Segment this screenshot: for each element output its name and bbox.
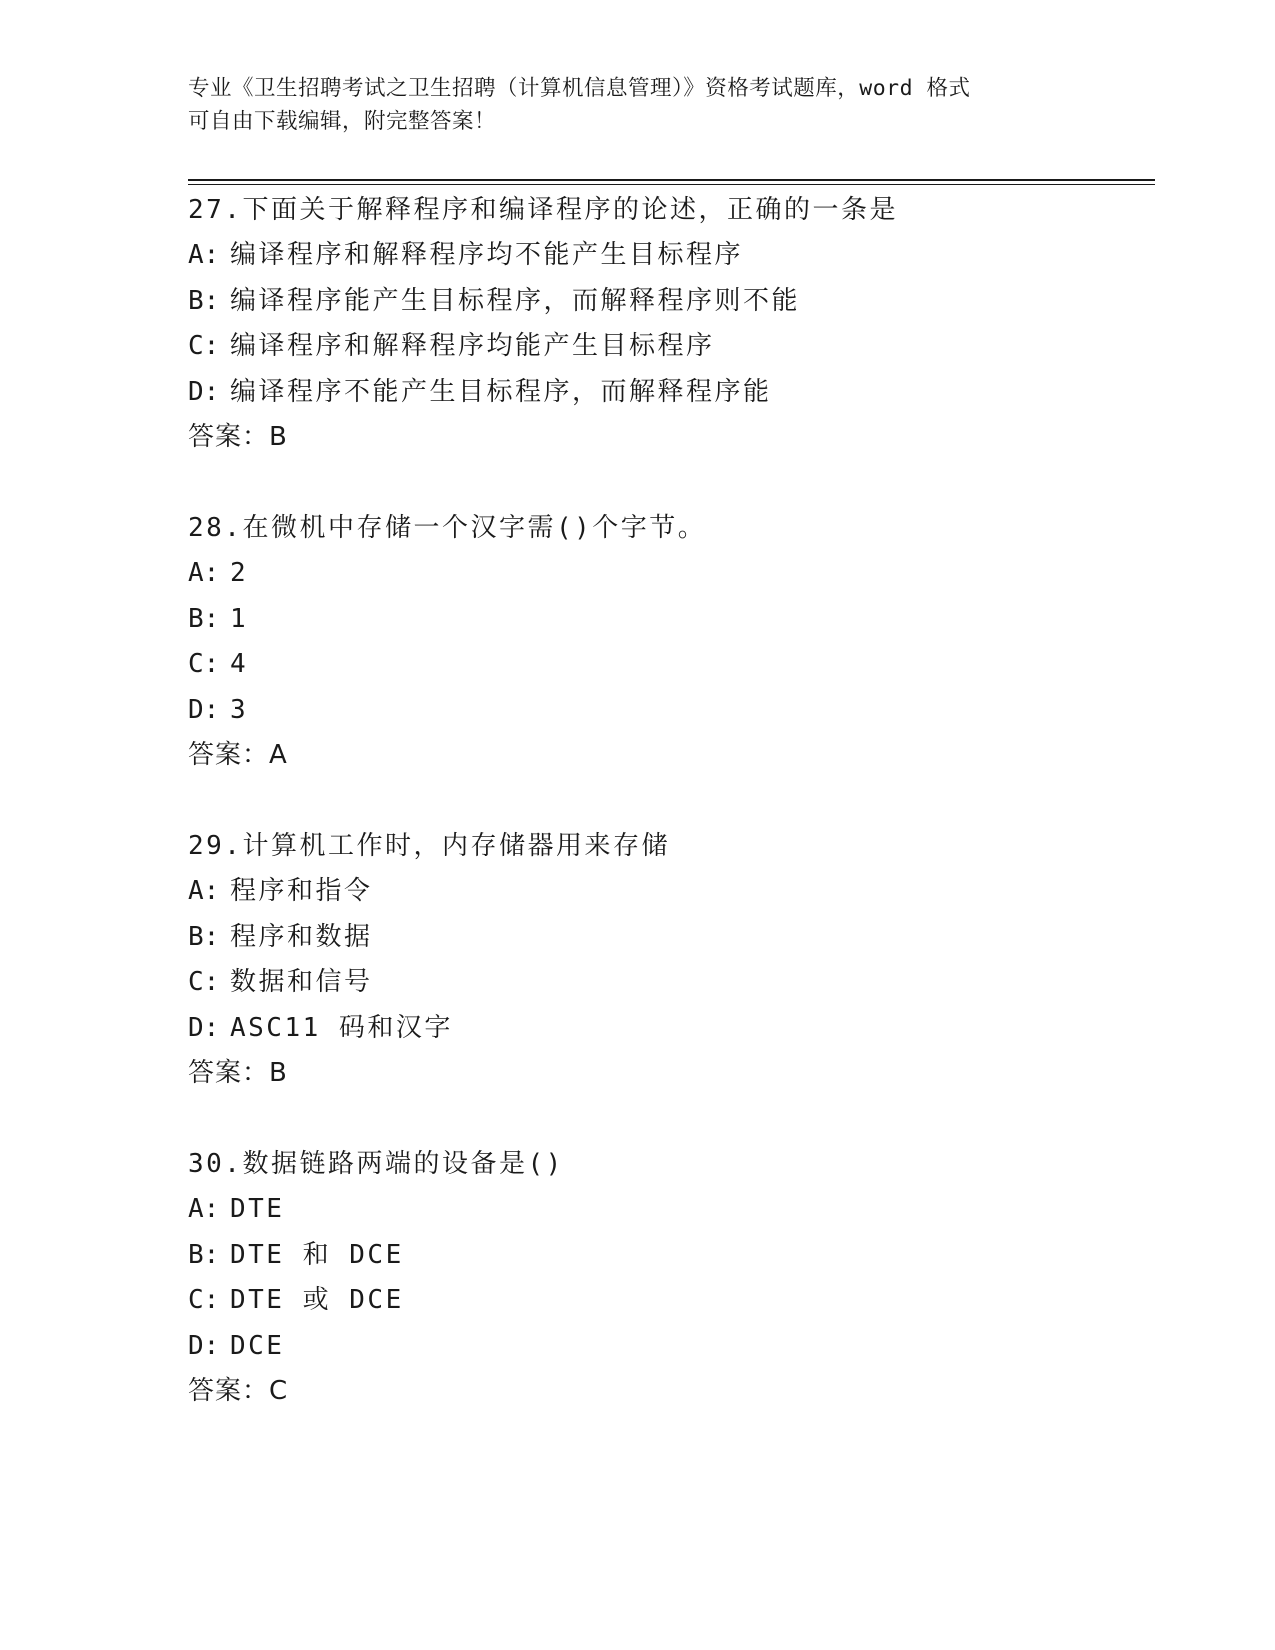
option-text: 编译程序能产生目标程序，而解释程序则不能: [230, 285, 801, 316]
option-text: 编译程序和解释程序均不能产生目标程序: [230, 240, 744, 270]
option-text: DTE 和 DCE: [230, 1239, 404, 1270]
option-d: [188, 1324, 1155, 1370]
option-text: 编译程序不能产生目标程序，而解释程序能: [230, 376, 772, 407]
option-a: [188, 1187, 1155, 1233]
option-text: ASC11 码和汉字: [230, 1012, 453, 1043]
option-d: [188, 370, 1155, 416]
header-line-2: 可自由下载编辑，附完整答案！: [188, 109, 497, 134]
question-29: [188, 823, 1155, 1096]
option-b: [188, 279, 1155, 325]
question-stem: 28.在微机中存储一个汉字需()个字节。: [188, 513, 707, 543]
option-d: [188, 1006, 1155, 1052]
option-letter: A:: [188, 240, 220, 270]
option-a: [188, 869, 1155, 915]
option-letter: D:: [188, 1330, 220, 1361]
option-c: [188, 960, 1155, 1006]
document-header: [188, 72, 1068, 138]
option-text: DTE: [230, 1194, 285, 1224]
option-letter: A:: [188, 1194, 220, 1224]
option-a: [188, 551, 1155, 597]
option-letter: D:: [188, 1012, 220, 1043]
option-b: [188, 597, 1155, 643]
option-letter: C:: [188, 331, 220, 361]
answer-line: 答案：B: [188, 422, 288, 452]
option-letter: B:: [188, 603, 220, 634]
option-text: 3: [230, 694, 249, 725]
option-b: [188, 1233, 1155, 1279]
option-text: DTE 或 DCE: [230, 1285, 404, 1315]
option-text: 编译程序和解释程序均能产生目标程序: [230, 331, 715, 361]
option-c: [188, 642, 1155, 688]
option-letter: A:: [188, 876, 220, 906]
option-c: [188, 324, 1155, 370]
option-d: [188, 688, 1155, 734]
answer-line: 答案：B: [188, 1058, 288, 1088]
answer-line: 答案：C: [188, 1376, 289, 1406]
option-c: [188, 1278, 1155, 1324]
option-b: [188, 915, 1155, 961]
option-letter: B:: [188, 921, 220, 952]
question-stem: 27.下面关于解释程序和编译程序的论述，正确的一条是: [188, 195, 898, 225]
question-27: [188, 187, 1155, 460]
option-text: DCE: [230, 1330, 285, 1361]
question-list: [188, 187, 1155, 1459]
option-text: 1: [230, 603, 249, 634]
option-letter: D:: [188, 376, 220, 407]
option-text: 2: [230, 558, 249, 588]
header-divider-thick: [188, 179, 1155, 181]
option-text: 程序和指令: [230, 876, 373, 906]
option-letter: B:: [188, 1239, 220, 1270]
question-28: [188, 505, 1155, 778]
option-letter: C:: [188, 649, 220, 679]
header-line-1: 专业《卫生招聘考试之卫生招聘（计算机信息管理）》资格考试题库，word 格式: [188, 76, 971, 101]
option-letter: C:: [188, 1285, 220, 1315]
option-letter: B:: [188, 285, 220, 316]
question-30: [188, 1141, 1155, 1414]
option-letter: C:: [188, 967, 220, 997]
header-divider-thin: [188, 184, 1155, 185]
question-stem: 29.计算机工作时，内存储器用来存储: [188, 831, 670, 861]
option-text: 程序和数据: [230, 921, 373, 952]
option-letter: A:: [188, 558, 220, 588]
option-a: [188, 233, 1155, 279]
question-stem: 30.数据链路两端的设备是(): [188, 1149, 564, 1179]
option-text: 4: [230, 649, 249, 679]
option-text: 数据和信号: [230, 967, 373, 997]
option-letter: D:: [188, 694, 220, 725]
answer-line: 答案：A: [188, 740, 288, 770]
